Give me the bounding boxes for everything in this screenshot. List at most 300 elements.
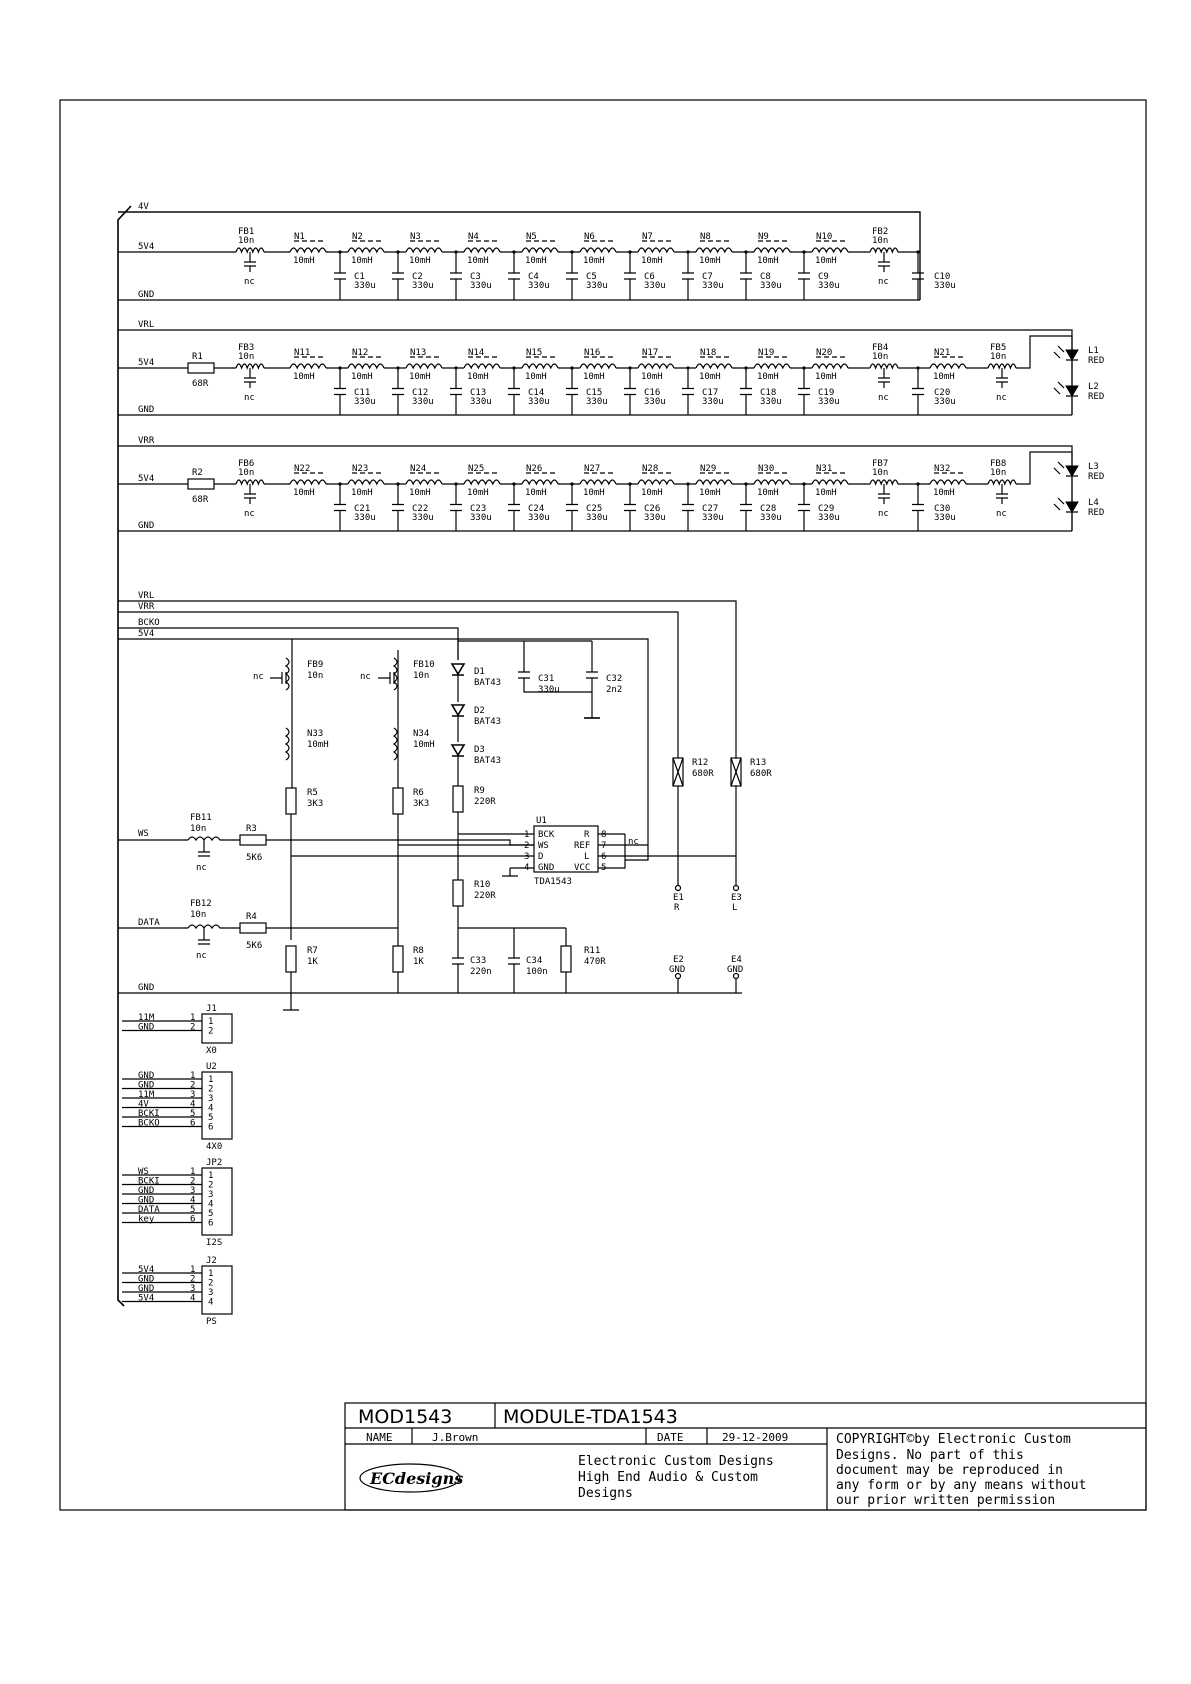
row1-ferrite-a-ref: FB1 xyxy=(238,227,255,237)
row1-cap-value-1: 330u xyxy=(412,281,434,291)
row2-inductor-value-0: 10mH xyxy=(293,372,315,382)
row2-inductor-8 xyxy=(754,364,790,368)
conn-jp2-pin-out-0: 1 xyxy=(190,1167,196,1177)
conn-jp2-pin-out-3: 4 xyxy=(190,1195,196,1206)
row2-cap-value-2: 330u xyxy=(470,397,492,407)
row2-cap-0 xyxy=(338,366,341,369)
u1-ref: U1 xyxy=(536,816,547,826)
r9-ref: R9 xyxy=(474,786,485,796)
row3-resistor xyxy=(188,479,214,489)
row3-cap-ref-6: C27 xyxy=(702,504,719,514)
row1-inductor-ref-8: N9 xyxy=(758,232,769,242)
row2-cap-last-value: 330u xyxy=(934,397,956,407)
row3-top-rail-label: VRR xyxy=(138,436,155,446)
conn-jp2-body xyxy=(202,1168,232,1235)
row2-inductor-value-2: 10mH xyxy=(409,372,431,382)
connector-jp2 xyxy=(122,1158,232,1248)
dac-rail-data: DATA xyxy=(138,918,160,928)
power-filter-row-1 xyxy=(118,202,956,300)
row2-inductor-value-3: 10mH xyxy=(467,372,489,382)
row2-cap-ref-0: C11 xyxy=(354,388,371,398)
r6-ref: R6 xyxy=(413,788,424,798)
conn-u2-signal-1: GND xyxy=(138,1080,155,1091)
dac-section xyxy=(118,591,772,1010)
row3-inductor-ref-3: N25 xyxy=(468,464,485,474)
row2-5v4-label: 5V4 xyxy=(138,358,155,368)
u1-right-signal-0: R xyxy=(584,830,590,840)
conn-j1-pin-out-1: 2 xyxy=(190,1022,196,1033)
conn-jp2-signal-3: GND xyxy=(138,1195,155,1206)
row2-cap-value-6: 330u xyxy=(702,397,724,407)
n33-value: 10mH xyxy=(307,740,329,750)
row3-cap-ref-1: C22 xyxy=(412,504,429,514)
fb9-ref: FB9 xyxy=(307,660,324,670)
row1-inductor-value-0: 10mH xyxy=(293,256,315,266)
conn-jp2-signal-0: WS xyxy=(138,1167,149,1177)
row2-cap-ref-4: C15 xyxy=(586,388,603,398)
row3-cap-value-1: 330u xyxy=(412,513,434,523)
row1-cap-ref-5: C6 xyxy=(644,272,655,282)
row1-cap-4 xyxy=(570,250,573,253)
row3-ferrite-b-nc: nc xyxy=(878,509,889,519)
row2-inductor-1 xyxy=(348,364,384,368)
r8-value: 1K xyxy=(413,957,424,967)
conn-u2-pin-out-5: 6 xyxy=(190,1118,196,1129)
row2-ferrite-c-coil xyxy=(988,364,1016,368)
power-filter-row-2 xyxy=(118,320,1104,415)
company-line-2: High End Audio & Custom xyxy=(578,1470,759,1485)
row1-cap-8 xyxy=(802,250,805,253)
row2-inductor-ref-9: N20 xyxy=(816,348,833,358)
row3-led-0 xyxy=(1066,466,1078,476)
row2-cap-last-ref: C20 xyxy=(934,388,951,398)
row2-inductor-value-7: 10mH xyxy=(699,372,721,382)
row2-top-rail-label: VRL xyxy=(138,320,155,330)
row3-inductor-value-7: 10mH xyxy=(699,488,721,498)
u1-right-pin-0: 8 xyxy=(601,830,607,840)
row1-cap-last-ref: C10 xyxy=(934,272,951,282)
row2-inductor-5 xyxy=(580,364,616,368)
row1-cap-value-0: 330u xyxy=(354,281,376,291)
row1-ferrite-a-value: 10n xyxy=(238,236,255,246)
connector-j2 xyxy=(122,1256,232,1327)
row2-led-color-1: RED xyxy=(1088,392,1105,402)
row3-cap-ref-5: C26 xyxy=(644,504,661,514)
e1-ref: E1 xyxy=(673,893,684,903)
u1-right-pin-2: 6 xyxy=(601,852,607,862)
row3-inductor-last xyxy=(930,480,966,484)
row2-ferrite-a-value: 10n xyxy=(238,352,255,362)
row3-cap-value-5: 330u xyxy=(644,513,666,523)
row2-led-ref-1: L2 xyxy=(1088,382,1099,392)
u1-left-pin-1: 2 xyxy=(524,841,530,851)
fb11-nc: nc xyxy=(196,863,207,873)
row3-resistor-ref: R2 xyxy=(192,468,203,478)
row3-cap-3 xyxy=(512,482,515,485)
row1-inductor-5 xyxy=(580,248,616,252)
row2-inductor-ref-5: N16 xyxy=(584,348,601,358)
c34-value: 100n xyxy=(526,967,548,977)
row3-cap-ref-2: C23 xyxy=(470,504,487,514)
row3-led-color-0: RED xyxy=(1088,472,1105,482)
copyright-line-4: any form or by any means without xyxy=(836,1478,1087,1493)
u1-right-signal-1: REF xyxy=(574,841,591,851)
row1-ferrite-b-ref: FB2 xyxy=(872,227,889,237)
row2-ferrite-b-nc: nc xyxy=(878,393,889,403)
row3-ferrite-c-value: 10n xyxy=(990,468,1007,478)
u1-r-nc: nc xyxy=(628,837,639,847)
row2-inductor-value-4: 10mH xyxy=(525,372,547,382)
row3-inductor-6 xyxy=(638,480,674,484)
row3-cap-value-4: 330u xyxy=(586,513,608,523)
row2-cap-ref-3: C14 xyxy=(528,388,545,398)
row1-inductor-3 xyxy=(464,248,500,252)
row3-led-ref-0: L3 xyxy=(1088,462,1099,472)
r4-value: 5K6 xyxy=(246,941,263,951)
row1-cap-value-8: 330u xyxy=(818,281,840,291)
r5-value: 3K3 xyxy=(307,799,324,809)
fb12-nc: nc xyxy=(196,951,207,961)
c32-ref: C32 xyxy=(606,674,623,684)
row3-cap-6 xyxy=(686,482,689,485)
conn-jp2-pin-in-2: 3 xyxy=(208,1190,214,1200)
row2-inductor-value-5: 10mH xyxy=(583,372,605,382)
row1-cap-5 xyxy=(628,250,631,253)
conn-u2-signal-3: 4V xyxy=(138,1099,149,1110)
row2-led-ref-0: L1 xyxy=(1088,346,1099,356)
title-date-label: DATE xyxy=(657,1431,684,1444)
u1-right-pin-1: 7 xyxy=(601,841,607,851)
dac-rail-vrl: VRL xyxy=(138,591,155,601)
d1-type: BAT43 xyxy=(474,678,502,688)
conn-jp2-ref: JP2 xyxy=(206,1158,223,1168)
n34-ref: N34 xyxy=(413,729,430,739)
c31-value: 330u xyxy=(538,685,560,695)
conn-jp2-pin-in-4: 5 xyxy=(208,1209,214,1219)
conn-jp2-signal-2: GND xyxy=(138,1186,155,1196)
row1-inductor-ref-1: N2 xyxy=(352,232,363,242)
row2-inductor-ref-3: N14 xyxy=(468,348,485,358)
row3-inductor-value-2: 10mH xyxy=(409,488,431,498)
row3-cap-1 xyxy=(396,482,399,485)
row2-ferrite-b-coil xyxy=(870,364,898,368)
conn-u2-signal-5: BCKO xyxy=(138,1118,160,1129)
row2-inductor-ref-0: N11 xyxy=(294,348,311,358)
u1-left-signal-1: WS xyxy=(538,841,549,851)
row1-inductor-value-9: 10mH xyxy=(815,256,837,266)
row2-cap-7 xyxy=(744,366,747,369)
row1-cap-value-6: 330u xyxy=(702,281,724,291)
dac-rail-ws: WS xyxy=(138,829,149,839)
row3-inductor-ref-8: N30 xyxy=(758,464,775,474)
row3-inductor-value-5: 10mH xyxy=(583,488,605,498)
row2-ferrite-c-ref: FB5 xyxy=(990,343,1007,353)
u1-left-pin-0: 1 xyxy=(524,830,530,840)
row3-inductor-ref-0: N22 xyxy=(294,464,311,474)
row3-cap-2 xyxy=(454,482,457,485)
title-block xyxy=(345,1403,1146,1510)
conn-u2-signal-2: 11M xyxy=(138,1090,155,1100)
row3-cap-ref-4: C25 xyxy=(586,504,603,514)
conn-jp2-type: I2S xyxy=(206,1238,223,1248)
row1-cap-3 xyxy=(512,250,515,253)
row3-ferrite-a-nc: nc xyxy=(244,509,255,519)
conn-u2-ref: U2 xyxy=(206,1062,217,1072)
title-code: MOD1543 xyxy=(358,1406,453,1428)
row2-cap-last xyxy=(916,366,919,369)
title-name: MODULE-TDA1543 xyxy=(503,1406,678,1428)
conn-j1-pin-in-0: 1 xyxy=(208,1017,214,1027)
row3-cap-value-0: 330u xyxy=(354,513,376,523)
row1-5v4-label: 5V4 xyxy=(138,242,155,252)
row3-ferrite-c-ref: FB8 xyxy=(990,459,1007,469)
u1-right-signal-3: VCC xyxy=(574,863,591,873)
conn-jp2-signal-1: BCKI xyxy=(138,1176,160,1187)
row3-cap-0 xyxy=(338,482,341,485)
row2-cap-2 xyxy=(454,366,457,369)
row2-ferrite-b-value: 10n xyxy=(872,352,889,362)
row3-cap-5 xyxy=(628,482,631,485)
conn-j2-pin-in-0: 1 xyxy=(208,1269,214,1279)
row3-inductor-8 xyxy=(754,480,790,484)
row3-cap-value-8: 330u xyxy=(818,513,840,523)
row1-inductor-ref-5: N6 xyxy=(584,232,595,242)
row1-cap-2 xyxy=(454,250,457,253)
row1-inductor-value-2: 10mH xyxy=(409,256,431,266)
e1-signal: R xyxy=(674,903,680,913)
row2-ferrite-b-ref: FB4 xyxy=(872,343,889,353)
title-name-label: NAME xyxy=(366,1431,393,1444)
conn-j2-pin-out-2: 3 xyxy=(190,1284,196,1294)
row2-ferrite-c-nc: nc xyxy=(996,393,1007,403)
row3-inductor-value-8: 10mH xyxy=(757,488,779,498)
row1-cap-ref-0: C1 xyxy=(354,272,365,282)
row2-inductor-value-1: 10mH xyxy=(351,372,373,382)
row1-cap-0 xyxy=(338,250,341,253)
e3-ref: E3 xyxy=(731,893,742,903)
row2-ferrite-a-coil xyxy=(236,364,264,368)
row2-cap-value-4: 330u xyxy=(586,397,608,407)
row2-inductor-3 xyxy=(464,364,500,368)
row2-inductor-ref-6: N17 xyxy=(642,348,659,358)
conn-j2-pin-out-1: 2 xyxy=(190,1274,196,1285)
row3-ferrite-c-nc: nc xyxy=(996,509,1007,519)
u1-right-pin-3: 5 xyxy=(601,863,607,873)
r9-value: 220R xyxy=(474,797,496,807)
row3-inductor-value-1: 10mH xyxy=(351,488,373,498)
conn-u2-pin-out-2: 3 xyxy=(190,1090,196,1100)
row3-cap-last xyxy=(916,482,919,485)
d3-ref: D3 xyxy=(474,745,485,755)
row2-cap-ref-7: C18 xyxy=(760,388,777,398)
conn-j1-signal-0: 11M xyxy=(138,1013,155,1023)
row3-inductor-ref-1: N23 xyxy=(352,464,369,474)
row1-inductor-1 xyxy=(348,248,384,252)
r4-ref: R4 xyxy=(246,912,257,922)
row1-inductor-value-6: 10mH xyxy=(641,256,663,266)
u1-left-signal-2: D xyxy=(538,852,544,862)
row1-cap-last-value: 330u xyxy=(934,281,956,291)
row1-inductor-value-1: 10mH xyxy=(351,256,373,266)
power-filter-row-3 xyxy=(118,436,1104,531)
copyright-line-5: our prior written permission xyxy=(836,1493,1056,1508)
e2-ref: E2 xyxy=(673,955,684,965)
u1-left-pin-2: 3 xyxy=(524,852,530,862)
logo-text: ECdesigns xyxy=(370,1469,464,1488)
u1-left-signal-3: GND xyxy=(538,863,555,873)
row3-cap-value-2: 330u xyxy=(470,513,492,523)
row1-cap-ref-7: C8 xyxy=(760,272,771,282)
dac-rail-bcko: BCKO xyxy=(138,618,160,628)
conn-u2-signal-0: GND xyxy=(138,1071,155,1081)
conn-j2-type: PS xyxy=(206,1317,217,1327)
row1-inductor-ref-2: N3 xyxy=(410,232,421,242)
row2-cap-value-8: 330u xyxy=(818,397,840,407)
row3-inductor-ref-7: N29 xyxy=(700,464,717,474)
row1-cap-ref-2: C3 xyxy=(470,272,481,282)
e3-signal: L xyxy=(732,903,738,913)
conn-u2-pin-out-0: 1 xyxy=(190,1071,196,1081)
row3-inductor-2 xyxy=(406,480,442,484)
row3-inductor-ref-2: N24 xyxy=(410,464,427,474)
r11-ref: R11 xyxy=(584,946,601,956)
dac-rail-gnd: GND xyxy=(138,983,155,993)
row3-cap-ref-8: C29 xyxy=(818,504,835,514)
row2-ferrite-a-ref: FB3 xyxy=(238,343,255,353)
n33-ref: N33 xyxy=(307,729,324,739)
row1-inductor-6 xyxy=(638,248,674,252)
conn-jp2-pin-in-3: 4 xyxy=(208,1199,214,1210)
d1-ref: D1 xyxy=(474,667,485,677)
row1-cap-7 xyxy=(744,250,747,253)
left-bus-trunk xyxy=(118,206,131,1306)
conn-jp2-signal-5: key xyxy=(138,1214,155,1225)
row2-inductor-ref-7: N18 xyxy=(700,348,717,358)
row1-cap-value-7: 330u xyxy=(760,281,782,291)
row2-inductor-last xyxy=(930,364,966,368)
conn-u2-body xyxy=(202,1072,232,1139)
conn-j2-ref: J2 xyxy=(206,1256,217,1266)
conn-j2-pin-out-3: 4 xyxy=(190,1293,196,1304)
r3-value: 5K6 xyxy=(246,853,263,863)
row1-inductor-0 xyxy=(290,248,326,252)
e4-ref: E4 xyxy=(731,955,742,965)
row1-cap-ref-6: C7 xyxy=(702,272,713,282)
c34-ref: C34 xyxy=(526,956,543,966)
r10-ref: R10 xyxy=(474,880,491,890)
d2-type: BAT43 xyxy=(474,717,502,727)
conn-u2-pin-out-1: 2 xyxy=(190,1080,196,1091)
row3-led-color-1: RED xyxy=(1088,508,1105,518)
row3-ferrite-b-value: 10n xyxy=(872,468,889,478)
row1-inductor-ref-9: N10 xyxy=(816,232,833,242)
row3-cap-value-3: 330u xyxy=(528,513,550,523)
row1-cap-ref-4: C5 xyxy=(586,272,597,282)
copyright-line-2: Designs. No part of this xyxy=(836,1448,1024,1463)
row1-inductor-4 xyxy=(522,248,558,252)
row2-inductor-value-6: 10mH xyxy=(641,372,663,382)
row3-inductor-7 xyxy=(696,480,732,484)
row2-cap-ref-2: C13 xyxy=(470,388,487,398)
conn-j2-pin-in-2: 3 xyxy=(208,1288,214,1298)
row1-cap-ref-8: C9 xyxy=(818,272,829,282)
conn-j2-pin-in-1: 2 xyxy=(208,1278,214,1289)
row3-cap-ref-3: C24 xyxy=(528,504,545,514)
row2-inductor-ref-4: N15 xyxy=(526,348,543,358)
row3-cap-value-7: 330u xyxy=(760,513,782,523)
row2-cap-value-7: 330u xyxy=(760,397,782,407)
conn-jp2-signal-4: DATA xyxy=(138,1205,160,1215)
conn-j1-signal-1: GND xyxy=(138,1022,155,1033)
row3-inductor-ref-9: N31 xyxy=(816,464,833,474)
row2-led-color-0: RED xyxy=(1088,356,1105,366)
row1-inductor-value-8: 10mH xyxy=(757,256,779,266)
conn-jp2-pin-out-1: 2 xyxy=(190,1176,196,1187)
title-date-value: 29-12-2009 xyxy=(722,1431,789,1444)
row1-inductor-ref-4: N5 xyxy=(526,232,537,242)
copyright-line-3: document may be reproduced in xyxy=(836,1463,1063,1478)
row1-inductor-ref-3: N4 xyxy=(468,232,479,242)
conn-jp2-pin-in-1: 2 xyxy=(208,1180,214,1191)
row1-cap-6 xyxy=(686,250,689,253)
row1-cap-value-3: 330u xyxy=(528,281,550,291)
row2-inductor-6 xyxy=(638,364,674,368)
row2-cap-6 xyxy=(686,366,689,369)
row3-cap-ref-7: C28 xyxy=(760,504,777,514)
row2-inductor-value-last: 10mH xyxy=(933,372,955,382)
row2-inductor-ref-last: N21 xyxy=(934,348,951,358)
row2-ferrite-c-value: 10n xyxy=(990,352,1007,362)
row2-led-1 xyxy=(1066,386,1078,396)
conn-jp2-pin-out-2: 3 xyxy=(190,1186,196,1196)
row2-led-0 xyxy=(1066,350,1078,360)
row1-inductor-2 xyxy=(406,248,442,252)
row3-ferrite-a-value: 10n xyxy=(238,468,255,478)
row2-cap-8 xyxy=(802,366,805,369)
row3-inductor-value-0: 10mH xyxy=(293,488,315,498)
r13-ref: R13 xyxy=(750,758,767,768)
row1-inductor-8 xyxy=(754,248,790,252)
row3-inductor-ref-4: N26 xyxy=(526,464,543,474)
r5-ref: R5 xyxy=(307,788,318,798)
conn-u2-pin-in-2: 3 xyxy=(208,1094,214,1104)
fb11-ref: FB11 xyxy=(190,813,212,823)
row1-cap-ref-1: C2 xyxy=(412,272,423,282)
row1-ferrite-a-nc: nc xyxy=(244,277,255,287)
conn-j2-body xyxy=(202,1266,232,1314)
row3-cap-last-ref: C30 xyxy=(934,504,951,514)
row3-inductor-value-3: 10mH xyxy=(467,488,489,498)
row2-cap-5 xyxy=(628,366,631,369)
row2-cap-ref-1: C12 xyxy=(412,388,429,398)
row3-ferrite-b-ref: FB7 xyxy=(872,459,889,469)
row3-inductor-ref-last: N32 xyxy=(934,464,951,474)
row3-cap-last-value: 330u xyxy=(934,513,956,523)
conn-j1-type: X0 xyxy=(206,1046,217,1056)
conn-j1-pin-out-0: 1 xyxy=(190,1013,196,1023)
conn-u2-pin-in-4: 5 xyxy=(208,1113,214,1123)
row2-inductor-9 xyxy=(812,364,848,368)
row1-inductor-value-5: 10mH xyxy=(583,256,605,266)
row3-inductor-value-last: 10mH xyxy=(933,488,955,498)
r13-value: 680R xyxy=(750,769,772,779)
row1-cap-ref-3: C4 xyxy=(528,272,539,282)
row1-cap-1 xyxy=(396,250,399,253)
row3-inductor-9 xyxy=(812,480,848,484)
row2-cap-ref-6: C17 xyxy=(702,388,719,398)
row3-cap-value-6: 330u xyxy=(702,513,724,523)
copyright-line-1: COPYRIGHT©by Electronic Custom xyxy=(836,1432,1071,1447)
